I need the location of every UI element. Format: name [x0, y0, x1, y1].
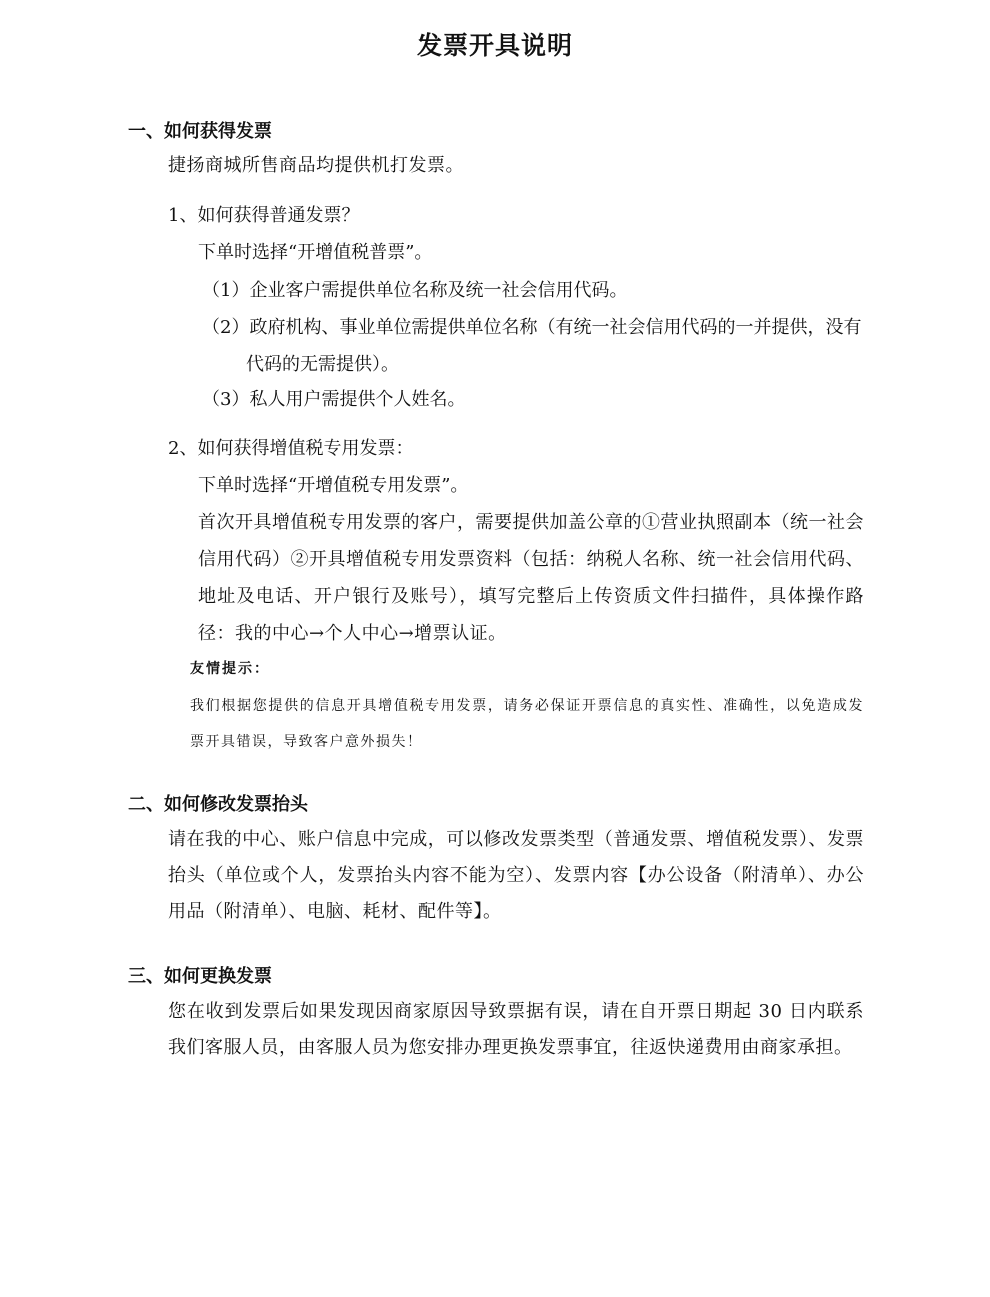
tip-body: 我们根据您提供的信息开具增值税专用发票，请务必保证开票信息的真实性、准确性，以免造成发票开具错误，导致客户意外损失！ — [190, 698, 864, 750]
section-1-intro: 捷扬商城所售商品均提供机打发票。 — [168, 155, 464, 176]
subsection-2-lead: 下单时选择“开增值税专用发票”。 — [198, 475, 469, 496]
section-2-body: 请在我的中心、账户信息中完成，可以修改发票类型（普通发票、增值税发票）、发票抬头（单位或个人，发票抬头内容不能为空）、发票内容【办公设备（附清单）、办公用品（附清单）、电脑、耗材、配件等】。 — [168, 829, 864, 922]
section-3-body: 您在收到发票后如果发现因商家原因导致票据有误，请在自开票日期起 30 日内联系我们客服人员，由客服人员为您安排办理更换发票事宜，往返快递费用由商家承担。 — [168, 1001, 864, 1058]
list-item: （1）企业客户需提供单位名称及统一社会信用代码。 — [202, 280, 628, 301]
list-item: （3）私人用户需提供个人姓名。 — [202, 389, 466, 410]
document-title: 发票开具说明 — [416, 31, 573, 60]
section-3-heading: 三、如何更换发票 — [128, 966, 272, 987]
tip-heading: 友情提示： — [190, 661, 270, 677]
list-item: （2）政府机构、事业单位需提供单位名称（有统一社会信用代码的一并提供，没有代码的无需提供）。 — [202, 317, 862, 375]
section-2-heading: 二、如何修改发票抬头 — [128, 794, 308, 815]
subsection-1-lead: 下单时选择“开增值税普票”。 — [198, 242, 433, 263]
subsection-2-heading: 2、如何获得增值税专用发票： — [168, 438, 414, 459]
subsection-1-heading: 1、如何获得普通发票？ — [168, 205, 360, 226]
section-1-heading: 一、如何获得发票 — [128, 121, 272, 142]
subsection-2-body: 首次开具增值税专用发票的客户，需要提供加盖公章的①营业执照副本（统一社会信用代码）②开具增值税专用发票资料（包括：纳税人名称、统一社会信用代码、地址及电话、开户银行及账号），填写完整后上传资质文件扫描件，具体操作路径：我的中心→个人中心→增票认证。 — [198, 512, 864, 644]
